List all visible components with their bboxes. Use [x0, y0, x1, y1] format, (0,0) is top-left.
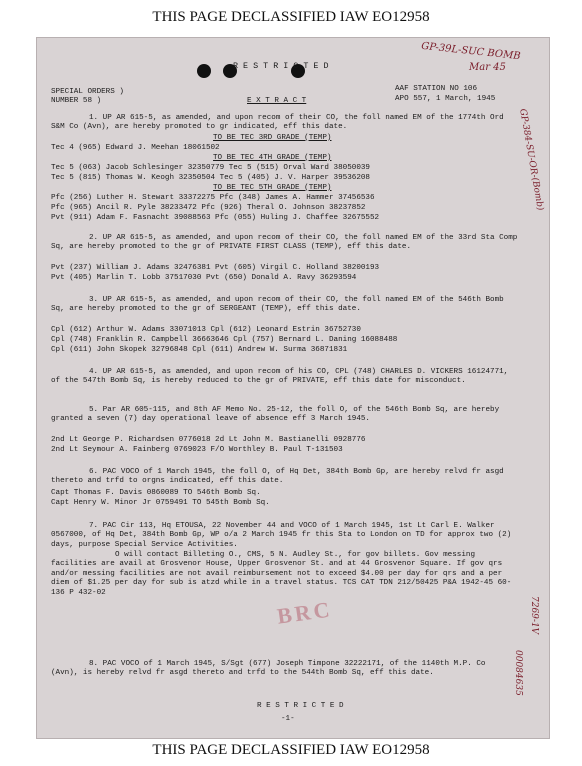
- declassified-banner-top: THIS PAGE DECLASSIFIED IAW EO12958: [152, 9, 430, 25]
- roster-row: Pvt (405) Marlin T. Lobb 37517030 Pvt (650) Donald A. Ravy 36293594: [51, 274, 357, 282]
- apo-date: APO 557, 1 March, 1945: [395, 95, 496, 103]
- extract-heading: E X T R A C T: [247, 97, 307, 105]
- handwritten-date: Mar 45: [469, 62, 506, 73]
- grade-heading: TO BE TEC 4TH GRADE (TEMP): [213, 154, 332, 162]
- roster-row: Cpl (612) Arthur W. Adams 33071013 Cpl (612) Leonard Estrin 36752730: [51, 326, 361, 334]
- stamp-mark: BRC: [275, 596, 334, 629]
- roster-row: Tec 5 (063) Jacob Schlesinger 32350779 Tec 5 (515) Orval Ward 38050039: [51, 164, 370, 172]
- roster-row: Capt Thomas F. Davis 0860089 TO 546th Bomb Sq.: [51, 489, 261, 497]
- station-number: AAF STATION NO 106: [395, 85, 478, 93]
- roster-row: Capt Henry W. Minor Jr 0759491 TO 545th Bomb Sq.: [51, 499, 270, 507]
- page-number: -1-: [281, 715, 295, 723]
- order-number: NUMBER 58 ): [51, 97, 102, 105]
- roster-row: Cpl (611) John Skopek 32796848 Cpl (611) Andrew W. Surma 36871831: [51, 346, 348, 354]
- roster-row: Tec 5 (815) Thomas W. Keogh 32350504 Tec 5 (405) J. V. Harper 39536208: [51, 174, 370, 182]
- paragraph-7: 7. PAC Cir 113, Hq ETOUSA, 22 November 44 and VOCO of 1 March 1945, 1st Lt Carl E. Walker 0567000, of Hq Det, 384th Bomb Gp, WP o/a 2 March 1945 fr this Sta to London on TD for approx two (2) days, purpose Special Service Activities.: [51, 522, 512, 549]
- handwritten-margin-number: 00084635: [513, 650, 523, 696]
- paragraph-2: 2. UP AR 615-5, as amended, and upon recom of their CO, the foll named EM of the 33rd Sta Comp Sq, are hereby promoted to the gr of PRIVATE FIRST CLASS (TEMP), eff this date.: [51, 234, 518, 252]
- paragraph-8: 8. PAC VOCO of 1 March 1945, S/Sgt (677) Joseph Timpone 32222171, of the 1140th M.P. Co (Avn), is hereby relvd fr asgd thereto and trfd to the 544th Bomb Sq, eff this date.: [51, 660, 486, 678]
- roster-row: Pfc (256) Luther H. Stewart 33372275 Pfc (348) James A. Hammer 37456536: [51, 194, 375, 202]
- paragraph-5: 5. Par AR 605-115, and 8th AF Memo No. 25-12, the foll O, of the 546th Bomb Sq, are hereby granted a seven (7) day operational leave of absence eff 3 March 1945.: [51, 406, 500, 424]
- paragraph-4: 4. UP AR 615-5, as amended, and upon recom of his CO, CPL (748) CHARLES D. VICKERS 16124771, of the 547th Bomb Sq, is hereby reduced to the gr of PRIVATE, eff this date for misconduct.: [51, 368, 509, 386]
- roster-row: 2nd Lt Seymour A. Fainberg 0769023 F/O Worthley B. Paul T-131503: [51, 446, 343, 454]
- grade-heading: TO BE TEC 5TH GRADE (TEMP): [213, 184, 332, 192]
- roster-row: Pvt (237) William J. Adams 32476381 Pvt (605) Virgil C. Holland 38200193: [51, 264, 380, 272]
- roster-row: Pvt (911) Adam F. Fasnacht 39088563 Pfc (055) Huling J. Chaffee 32675552: [51, 214, 380, 222]
- punch-hole: [197, 64, 211, 78]
- handwritten-margin-number: 7269-1V: [529, 596, 539, 635]
- document-page: [36, 37, 550, 739]
- paragraph-1: 1. UP AR 615-5, as amended, and upon recom of their CO, the foll named EM of the 1774th Ord S&M Co (Avn), are hereby promoted to gr indicated, eff this date.: [51, 114, 504, 132]
- special-orders-label: SPECIAL ORDERS ): [51, 88, 124, 96]
- roster-row: Pfc (965) Ancil R. Pyle 38233472 Pfc (926) Theral O. Johnson 38237852: [51, 204, 366, 212]
- declassified-banner-bottom: THIS PAGE DECLASSIFIED IAW EO12958: [152, 742, 430, 758]
- paragraph-3: 3. UP AR 615-5, as amended, and upon recom of their CO, the foll named EM of the 546th Bomb Sq, are hereby promoted to the gr of SERGEANT (TEMP), eff this date.: [51, 296, 504, 314]
- paragraph-7-billeting: O will contact Billeting O., CMS, 5 N. Audley St., for gov billets. Gov messing facilities are avail at Grosvenor House, Upper Grosvenor St. and at 44 Grosvenor Square. If gov qrs and/or messing facilities are not avail reimbursement not to exceed $4.00 per day for qrs and a per diem of $1.25 per day for sub is atzd while in a travel status. TCS CAT TDN 212/50425 P&A 1942-45 60-136 P 432-02: [51, 551, 512, 597]
- handwritten-side-code: GP-384-SU-OR-(Bomb): [517, 108, 545, 212]
- grade-heading: TO BE TEC 3RD GRADE (TEMP): [213, 134, 332, 142]
- paragraph-6: 6. PAC VOCO of 1 March 1945, the foll O, of Hq Det, 384th Bomb Gp, are hereby relvd fr asgd thereto and trfd to orgns indicated, eff this date.: [51, 468, 504, 486]
- handwritten-file-code: GP-39L-SUC BOMB: [420, 40, 522, 63]
- classification-footer: R E S T R I C T E D: [257, 702, 344, 710]
- roster-row: 2nd Lt George P. Richardsen 0776018 2d Lt John M. Bastianelli 0928776: [51, 436, 366, 444]
- classification-header: R E S T R I C T E D: [233, 61, 329, 71]
- roster-row: Tec 4 (965) Edward J. Meehan 18061502: [51, 144, 220, 152]
- roster-row: Cpl (748) Franklin R. Campbell 36663646 Cpl (757) Bernard L. Daning 16088488: [51, 336, 398, 344]
